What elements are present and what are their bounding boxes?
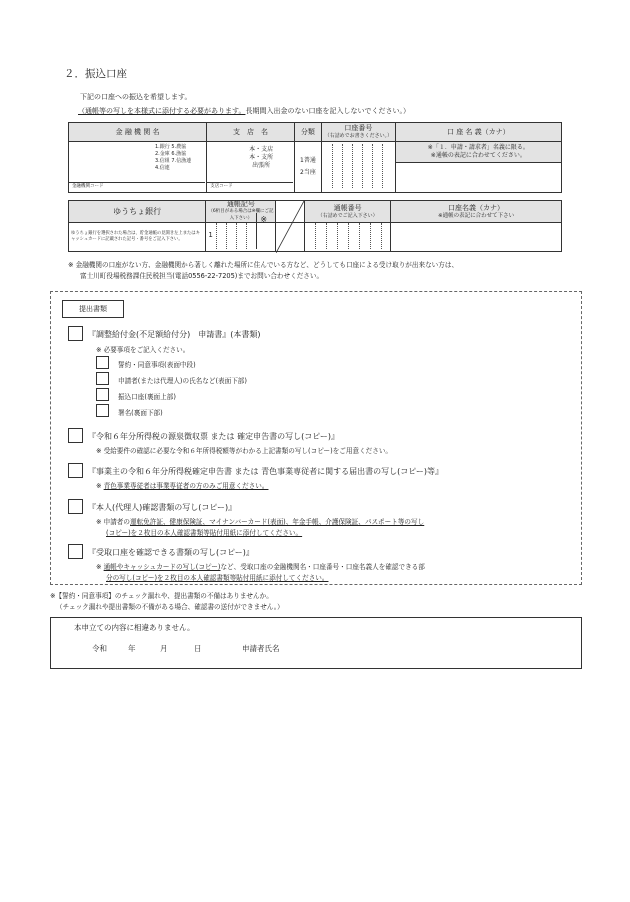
item3-title: 『事業主の令和６年分所得税確定申告書 または 青色事業専従者に関する届出書の写し(コピー)等』 <box>88 467 444 476</box>
bank-type-5: 5.農協 <box>171 144 187 150</box>
bank-type-4: 4.信連 <box>155 165 170 171</box>
yucho-prefix: 1 <box>208 231 213 239</box>
section-title: ２．振込口座 <box>64 68 127 80</box>
item3-note-text: 青色事業専従者は事業専従者の方のみご用意ください。 <box>103 482 269 490</box>
account-holder-cell[interactable] <box>395 142 561 193</box>
confirmation-text: 本申立ての内容に相違ありません。 <box>74 623 195 632</box>
account-number-label: 口座番号 <box>344 124 373 132</box>
yucho-symbol-label: 通帳記号 <box>226 200 255 208</box>
yucho-name-label: 口座名義（カナ） <box>448 203 505 212</box>
item4-note-1 <box>96 516 424 526</box>
item2-title: 『令和６年分所得税の源泉徴収票 または 確定申告書の写し(コピー)』 <box>88 432 340 441</box>
type-header: 分類 <box>294 123 321 142</box>
account-holder-note-1: ※「１．申請・請求者」名義に限る。 <box>427 144 529 151</box>
account-holder-note-2: ※通帳の表記に合わせてください。 <box>430 152 526 159</box>
item4-note-2: (コピー)を２枚目の本人確認書類等貼付用紙に添付してください。 <box>106 529 303 537</box>
applicant-name-label: 申請者氏名 <box>242 644 280 653</box>
yucho-asterisk: ※ <box>260 215 268 224</box>
branch-type-2: 本・支所 <box>249 154 274 161</box>
yucho-number-note: （右詰めでご記入下さい） <box>317 212 378 219</box>
account-number-cell[interactable] <box>322 142 396 193</box>
item5-note-prefix: ※ <box>96 563 104 571</box>
day-label: 日 <box>194 644 202 653</box>
intro-note-underlined: （通帳等の写しを本様式に添付する必要があります。 <box>78 107 246 115</box>
account-type-2: 2当座 <box>300 169 316 176</box>
bank-type-6: 6.漁協 <box>171 151 187 157</box>
yucho-bank-name: ゆうちょ銀行 <box>69 201 206 223</box>
yucho-name-note: ※通帳の表記に合わせて下さい <box>437 212 515 219</box>
checkbox-application[interactable] <box>68 326 83 341</box>
checkbox-id-document[interactable] <box>68 499 83 514</box>
documents-label-text: 提出書類 <box>79 305 107 313</box>
yucho-name-cell[interactable] <box>391 223 562 252</box>
yucho-symbol-note: （6桁目がある場合は※欄にご記入下さい） <box>208 209 274 221</box>
intro-note <box>78 106 410 116</box>
item1-sub-1: 誓約・同意事項(表面中段) <box>118 361 196 369</box>
documents-label <box>62 300 124 318</box>
checkbox-withholding-slip[interactable] <box>68 428 83 443</box>
branch-type-1: 本・支店 <box>249 146 274 153</box>
item4-note-prefix: ※ 申請者の <box>96 518 130 526</box>
item5-note-2 <box>106 572 328 582</box>
yucho-number-header <box>305 201 391 223</box>
item1-sub-2: 申請者(または代理人)の氏名など(表面下部) <box>118 377 247 385</box>
checkbox-signature[interactable] <box>96 404 109 417</box>
bank-code-label: 金融機関コード <box>72 184 104 189</box>
item4-note-underlined: 運転免許証、健康保険証、マイナンバーカード(表面)、年金手帳、介護保険証、パスポート等の写し <box>130 518 425 526</box>
item1-note: ※ 必要事項をご記入ください。 <box>96 346 190 354</box>
item1-sub-4: 署名(裏面下部) <box>118 409 163 417</box>
bank-type-3: 3.信組 <box>155 158 170 164</box>
item1-title: 『調整給付金(不足額給付分) 申請書』(本書類) <box>88 330 261 339</box>
yucho-bank-table <box>68 200 562 252</box>
item5-note-rest: など、受取口座の金融機関名・口座番号・口座名義人を確認できる部 <box>220 563 425 571</box>
item5-note-2-text: 分の写し(コピー)を２枚目の本人確認書類等貼付用紙に添付してください。 <box>106 574 329 582</box>
intro-note-rest: 長期間入出金のない口座を記入しないでください。） <box>245 107 410 115</box>
checkbox-pledge[interactable] <box>96 356 109 369</box>
branch-name-header: 支 店 名 <box>207 123 295 142</box>
item3-note <box>96 480 268 490</box>
bank-name-header: 金 融 機 関 名 <box>69 123 207 142</box>
account-type-1: 1普通 <box>300 157 316 164</box>
check-note-2: （チェック漏れや提出書類の不備がある場合、確認書の送付ができません。） <box>56 603 284 611</box>
yucho-number-label: 通帳番号 <box>333 203 362 212</box>
item5-title: 『受取口座を確認できる書類の写し(コピー)』 <box>88 548 254 557</box>
diagonal-line <box>276 201 304 253</box>
branch-code-label: 支店コード <box>210 184 233 189</box>
account-holder-header: 口 座 名 義（カナ） <box>395 123 561 142</box>
checkbox-bank-proof[interactable] <box>68 544 83 559</box>
checkbox-business-return[interactable] <box>68 463 83 478</box>
yucho-left-note: ゆうちょ銀行を選択された場合は、貯金通帳の見開き左上またはキャッシュカードに記載された記号・番号をご記入下さい。 <box>69 223 206 252</box>
account-number-header <box>322 123 396 142</box>
yucho-name-header <box>391 201 562 223</box>
checkbox-bank-account[interactable] <box>96 388 109 401</box>
year-label: 年 <box>128 644 136 653</box>
bank-name-cell[interactable] <box>69 142 207 193</box>
bank-account-table <box>68 122 562 192</box>
month-label: 月 <box>160 644 168 653</box>
bank-type-1: 1.銀行 <box>155 144 170 150</box>
era-label: 令和 <box>92 644 107 653</box>
item2-note: ※ 受給要件の確認に必要な令和６年所得税額等がわかる上記書類の写し(コピー)をご用意ください。 <box>96 447 393 455</box>
item3-note-prefix: ※ <box>96 482 104 490</box>
bank-type-7: 7.信漁連 <box>171 158 192 164</box>
item1-sub-3: 振込口座(裏面上部) <box>118 393 176 401</box>
bank-type-2: 2.金庫 <box>155 151 170 157</box>
yucho-number-cell[interactable] <box>305 223 391 252</box>
check-note-1: ※【誓約・同意事項】のチェック漏れや、提出書類の不備はありませんか。 <box>50 592 273 600</box>
intro-text: 下記の口座への振込を希望します。 <box>80 93 192 101</box>
bank-footnote-2: 富士川町役場税務課住民税担当(電話0556-22-7205)までお問い合わせください。 <box>80 272 324 280</box>
account-type-cell[interactable] <box>294 142 321 193</box>
checkbox-applicant-name[interactable] <box>96 372 109 385</box>
item5-note-underlined: 通帳やキャッシュカードの写し(コピー) <box>103 563 221 571</box>
item4-title: 『本人(代理人)確認書類の写し(コピー)』 <box>88 503 237 512</box>
account-number-note: （右詰めでお書きください。） <box>324 133 393 139</box>
yucho-blank-cell <box>276 201 305 223</box>
bank-footnote-1: ※ 金融機関の口座がない方、金融機関から著しく離れた場所に住んでいる方など、どうしても口座による受け取りが出来ない方は、 <box>68 261 459 269</box>
branch-type-3: 出張所 <box>252 162 271 169</box>
item5-note-1 <box>96 561 425 571</box>
branch-name-cell[interactable] <box>207 142 295 193</box>
